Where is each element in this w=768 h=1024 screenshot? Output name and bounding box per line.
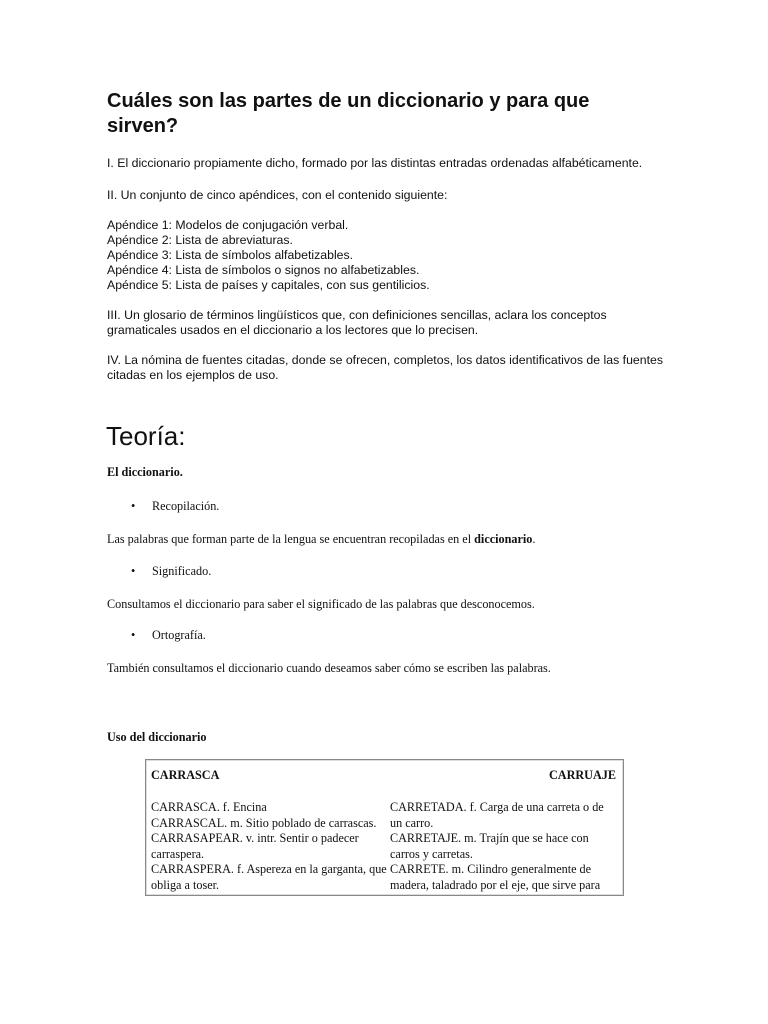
dictionary-entry: CARRETAJE. m. Trajín que se hace con carros y carretas.	[390, 831, 589, 861]
left-entries-column	[151, 800, 389, 893]
right-entries-column	[390, 800, 618, 893]
bullet-item	[131, 628, 206, 643]
bullet-item	[131, 499, 219, 514]
appendix-item: Apéndice 2: Lista de abreviaturas.	[107, 233, 293, 247]
dictionary-entry: CARRASAPEAR. v. intr. Sentir o padecer carraspera.	[151, 831, 359, 861]
appendix-item: Apéndice 3: Lista de símbolos alfabetizables.	[107, 248, 354, 262]
paragraph-iii: III. Un glosario de términos lingüísticos que, con definiciones sencillas, aclara los conceptos gramaticales usados en el diccionario a los lectores que lo precisen.	[107, 308, 607, 337]
bullet-icon: •	[131, 499, 136, 513]
intro-paragraph-1: I. El diccionario propiamente dicho, formado por las distintas entradas ordenadas alfabéticamente.	[107, 156, 643, 170]
theory-text-3: También consultamos el diccionario cuando deseamos saber cómo se escriben las palabras.	[107, 661, 551, 675]
theory-text-1	[107, 532, 667, 547]
theory-subheading: El diccionario.	[107, 465, 183, 479]
bullet-label: Recopilación.	[152, 499, 220, 513]
appendix-item: Apéndice 1: Modelos de conjugación verbal.	[107, 218, 349, 232]
theory-text-1-bold: diccionario	[474, 532, 533, 546]
theory-heading: Teoría:	[106, 421, 186, 451]
dictionary-entry: CARRETE. m. Cilindro generalmente de madera, taladrado por el eje, que sirve para	[390, 862, 601, 892]
appendix-item: Apéndice 5: Lista de países y capitales, con sus gentilicios.	[107, 278, 430, 292]
usage-heading: Uso del diccionario	[107, 730, 207, 744]
bullet-icon: •	[131, 564, 136, 578]
theory-text-2: Consultamos el diccionario para saber el significado de las palabras que desconocemos.	[107, 597, 535, 611]
appendix-list	[107, 218, 667, 293]
guide-word-right: CARRUAJE	[548, 768, 616, 782]
bullet-item	[131, 564, 211, 579]
appendix-item: Apéndice 4: Lista de símbolos o signos no alfabetizables.	[107, 263, 420, 277]
dictionary-entry: CARRASCA. f. Encina	[151, 800, 267, 814]
theory-text-1-end: .	[532, 532, 536, 546]
page-title: Cuáles son las partes de un diccionario y para que sirven?	[107, 90, 590, 137]
bullet-icon: •	[131, 628, 136, 642]
bullet-label: Significado.	[152, 564, 212, 578]
dictionary-entry: CARRETADA. f. Carga de una carreta o de un carro.	[390, 800, 604, 830]
guide-word-left: CARRASCA	[151, 768, 220, 782]
theory-text-1-start: Las palabras que forman parte de la lengua se encuentran recopiladas en el	[107, 532, 475, 546]
bullet-label: Ortografía.	[152, 628, 206, 642]
paragraph-iv: IV. La nómina de fuentes citadas, donde se ofrecen, completos, los datos identificativos de las fuentes citadas en los ejemplos de uso.	[107, 353, 663, 382]
dictionary-entry: CARRASCAL. m. Sitio poblado de carrascas.	[151, 815, 377, 830]
intro-paragraph-2: II. Un conjunto de cinco apéndices, con el contenido siguiente:	[107, 188, 448, 202]
dictionary-entry: CARRASPERA. f. Aspereza en la garganta, que obliga a toser.	[151, 862, 387, 892]
